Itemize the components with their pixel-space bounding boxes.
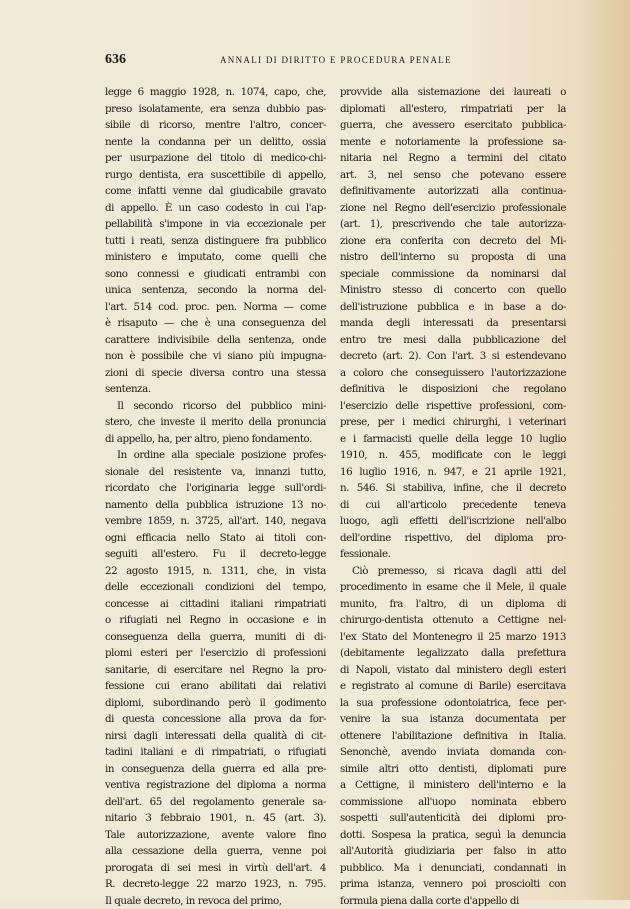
text-line: l'art. 514 cod. proc. pen. Norma — come [105,299,326,316]
text-line: prorogata di sei mesi in virtù dell'art. 4 [105,860,326,877]
text-line: simile altri otto dentisti, diplomati pure [340,761,566,778]
text-line: manda degli interessati da presentarsi [340,315,566,332]
text-line: di appello. È un caso codesto in cui l'ap- [105,200,326,217]
text-line: decreto (art. 2). Con l'art. 3 si estendevano [340,348,566,365]
text-line: unica sentenza, secondo la norma del- [105,282,326,299]
text-line: nitaria nel Regno a termini del citato [340,150,566,167]
text-line: dell'art. 65 del regolamento generale sa- [105,794,326,811]
text-line: ministero e imputato, come quelli che [105,249,326,266]
text-line: seguiti all'estero. Fu il decreto-legge [105,546,326,563]
text-line: fessione cui erano abilitati dai relativi [105,678,326,695]
text-line: nente la condanna per un delitto, ossia [105,134,326,151]
text-line: non è possibile che vi siano più impugna- [105,348,326,365]
text-line: nitario 3 febbraio 1901, n. 45 (art. 3). [105,810,326,827]
text-line: stero, che investe il merito della pronuncia [105,414,326,431]
text-line: namento della pubblica istruzione 13 no- [105,497,326,514]
text-line: rurgo dentista, era suscettibile di appello, [105,167,326,184]
text-line: Senonchè, avendo inviata domanda con- [340,744,566,761]
text-line: Il secondo ricorso del pubblico mini- [105,398,326,415]
text-line: di cui all'articolo precedente teneva [340,497,566,514]
text-line: tutti i reati, senza distinguere fra pubblico [105,233,326,250]
text-line: conseguenza della guerra, muniti di di- [105,629,326,646]
text-line: e i farmacisti quelle della legge 10 luglio [340,431,566,448]
text-line: zioni di specie diversa contro una stessa [105,365,326,382]
text-line: preso isolatamente, era senza dubbio pas- [105,101,326,118]
text-line: nirsi dagli interessati della qualità di cit- [105,728,326,745]
text-line: sentenza. [105,381,326,398]
text-line: tadini italiani e di rimpatriati, o rifugiati [105,744,326,761]
text-line: R. decreto-legge 22 marzo 1923, n. 795. [105,876,326,893]
text-line: mente e notoriamente la professione sa- [340,134,566,151]
text-line: concesse ai cittadini italiani rimpatriati [105,596,326,613]
text-line: In ordine alla speciale posizione profes- [105,447,326,464]
text-line: fessionale. [340,546,566,563]
running-head: ANNALI DI DIRITTO E PROCEDURA PENALE [220,55,452,65]
text-line: dell'ordine rispettivo, del diploma pro- [340,530,566,547]
text-line: provvide alla sistemazione dei laureati o [340,84,566,101]
right-text-column [340,84,566,909]
text-line: delle eccezionali condizioni del tempo, [105,579,326,596]
text-line: o rifugiati nel Regno in occasione e in [105,612,326,629]
text-line: ventiva registrazione del diploma a norma [105,777,326,794]
text-line: definitivamente autorizzati alla continua- [340,183,566,200]
text-line: munito, fra l'altro, di un diploma di [340,596,566,613]
text-line: 1910, n. 455, modificate con le leggi [340,447,566,464]
text-line: e registrato al comune di Barile) esercitava [340,678,566,695]
text-line: legge 6 maggio 1928, n. 1074, capo, che, [105,84,326,101]
text-line: di Napoli, vistato dal ministero degli esteri [340,662,566,679]
text-line: in conseguenza della guerra ed alla pre- [105,761,326,778]
text-line: pubblico. Ma i denunciati, condannati in [340,860,566,877]
text-line: plomi esteri per l'esercizio di professioni [105,645,326,662]
text-line: sanitarie, di esercitare nel Regno la pro- [105,662,326,679]
text-line: entro tre mesi dalla pubblicazione del [340,332,566,349]
text-line: ottenere l'abilitazione definitiva in Italia. [340,728,566,745]
text-line: la sua professione odontoiatrica, fece per- [340,695,566,712]
page-header [105,52,565,70]
text-line: è risaputo — che è una conseguenza del [105,315,326,332]
text-line: diplomi, subordinando però il godimento [105,695,326,712]
text-line: l'ex Stato del Montenegro il 25 marzo 1913 [340,629,566,646]
text-line: dell'istruzione pubblica e in base a do- [340,299,566,316]
text-line: Ciò premesso, si ricava dagli atti del [340,563,566,580]
left-text-column [105,84,326,909]
text-line: di questa concessione alla prova da for- [105,711,326,728]
text-line: guerra, che avessero esercitato pubblica- [340,117,566,134]
text-line: procedimento in esame che il Mele, il quale [340,579,566,596]
text-line: dotti. Sospesa la pratica, seguì la denuncia [340,827,566,844]
text-line: ogni efficacia nello Stato ai titoli con- [105,530,326,547]
text-line: a coloro che conseguissero l'autorizzazione [340,365,566,382]
text-line: Ministro stesso di concerto con quello [340,282,566,299]
text-line: sibile di ricorso, mentre l'altro, concer- [105,117,326,134]
text-line: alla cessazione della guerra, venne poi [105,843,326,860]
text-line: venire la sua istanza documentata per [340,711,566,728]
text-line: l'esercizio delle rispettive professioni, com- [340,398,566,415]
text-line: all'Autorità giudiziaria per falso in atto [340,843,566,860]
text-line: commissione all'uopo nominata ebbero [340,794,566,811]
text-line: n. 546. Si stabiliva, infine, che il decreto [340,480,566,497]
text-line: 22 agosto 1915, n. 1311, che, in vista [105,563,326,580]
text-line: sospetti sull'autenticità dei diplomi pro- [340,810,566,827]
text-line: 16 luglio 1916, n. 947, e 21 aprile 1921, [340,464,566,481]
text-line: prima istanza, vennero poi prosciolti con [340,876,566,893]
text-line: vembre 1859, n. 3725, all'art. 140, negava [105,513,326,530]
text-line: zione nel Regno dell'esercizio professionale [340,200,566,217]
page-number: 636 [105,52,126,68]
text-line: a Cettigne, il ministero dell'interno e la [340,777,566,794]
text-line: speciale commissione da nominarsi dal [340,266,566,283]
text-line: definitiva le disposizioni che regolano [340,381,566,398]
text-line: sionale del resistente va, innanzi tutto, [105,464,326,481]
text-line: (art. 1), prescrivendo che tale autorizza- [340,216,566,233]
text-line: (debitamente legalizzato dalla prefettura [340,645,566,662]
text-line: art. 3, nel senso che potevano essere [340,167,566,184]
text-line: formula piena dalla corte d'appello di [340,893,566,909]
text-line: nistro dell'interno su proposta di una [340,249,566,266]
text-line: carattere indivisibile della sentenza, onde [105,332,326,349]
text-line: Tale autorizzazione, avente valore fino [105,827,326,844]
text-line: diplomati all'estero, rimpatriati per la [340,101,566,118]
text-line: chirurgo-dentista ottenuto a Cettigne nel- [340,612,566,629]
text-line: zione era conferita con decreto del Mi- [340,233,566,250]
text-line: pellabilità s'impone in via eccezionale per [105,216,326,233]
text-line: luogo, agli effetti dell'iscrizione nell'albo [340,513,566,530]
text-line: Il quale decreto, in revoca del primo, [105,893,326,909]
text-line: di appello, ha, per altro, pieno fondamento. [105,431,326,448]
text-line: come infatti venne dal giudicabile gravato [105,183,326,200]
text-line: sono connessi e giudicati entrambi con [105,266,326,283]
text-line: per usurpazione del titolo di medico-chi- [105,150,326,167]
text-line: prese, per i medici chirurghi, i veterinari [340,414,566,431]
text-line: ricordato che l'originaria legge sull'ordi- [105,480,326,497]
